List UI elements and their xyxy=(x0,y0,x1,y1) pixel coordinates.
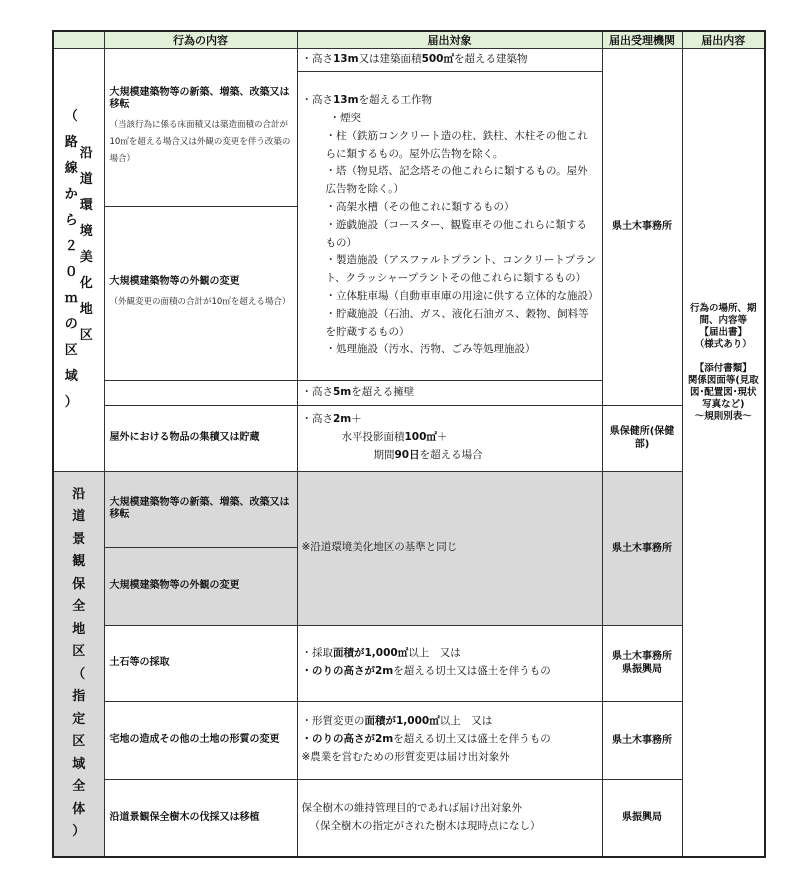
section2-label-left-char: 景 xyxy=(72,531,86,547)
section2-label-left-char: 域 xyxy=(72,756,86,772)
office2-land: 県土木事務所 xyxy=(602,701,682,779)
section1-label-right-char: 環 xyxy=(79,197,93,213)
notification-content-text xyxy=(686,303,762,423)
section2-label-left-char: 観 xyxy=(72,554,86,570)
section2-label-left-char: 区 xyxy=(72,734,86,750)
target-structure-item: ・柱（鉄筋コンクリート造の柱、鉄柱、木柱その他これらに類するもの。屋外広告物を除く。 xyxy=(325,129,588,160)
target-structure-item: ・煙突 xyxy=(329,111,361,124)
section2-label-left-char: 区 xyxy=(72,644,86,660)
section1-label-left-char: ら xyxy=(64,212,78,228)
section1-label-left-char: 域 xyxy=(64,368,78,384)
section2-label-left-char: 指 xyxy=(72,689,86,705)
target-structure-item: ・遊戯施設（コースター、観覧車その他これらに類するもの） xyxy=(325,218,588,249)
target-structure-items xyxy=(302,110,598,359)
action-building-new-note: （当該行為に係る床面積又は築造面積の合計が10㎡を超える場合又は外観の変更を伴う改築の場合） xyxy=(109,119,291,164)
action-building-exterior xyxy=(104,206,297,380)
target-building: ・高さ13m又は建築面積500㎡を超える建築物 xyxy=(297,49,602,72)
notification-content-line: 行為の場所、期間、内容等 xyxy=(689,302,757,326)
action2-soil-extraction: 土石等の採取 xyxy=(104,625,297,701)
section1-label-left-char: か xyxy=(64,186,78,202)
action-building-exterior-cont xyxy=(104,380,297,405)
header-target: 届出対象 xyxy=(297,31,602,49)
notification-content xyxy=(682,49,765,858)
section2-label-left-char: 全 xyxy=(72,779,86,795)
section1-label-right-char: 境 xyxy=(79,223,93,239)
target-structure xyxy=(297,71,602,380)
section2-label-left-char: 全 xyxy=(72,599,86,615)
target-structure-head: ・高さ13mを超える工作物 xyxy=(301,94,433,107)
section1-label-right-char: 美 xyxy=(79,249,93,265)
section2-label-left xyxy=(54,484,104,844)
action2-land-development: 宅地の造成その他の土地の形質の変更 xyxy=(104,701,297,779)
header-office: 届出受理機関 xyxy=(602,31,682,49)
section1-label-right-char: 地 xyxy=(79,301,93,317)
action-building-new xyxy=(104,49,297,207)
section2-label-left-char: 地 xyxy=(72,621,86,637)
action-outdoor-storage: 屋外における物品の集積又は貯蔵 xyxy=(104,405,297,471)
target-structure-item: ・製造施設（アスファルトプラント、コンクリートプラント、クラッシャープラントその他これらに類するもの） xyxy=(325,254,597,285)
header-row xyxy=(53,31,765,49)
section1-label-left-char: ０ xyxy=(64,264,78,280)
section1-label-right-char: 沿 xyxy=(79,145,93,161)
target-structure-item: ・高架水槽（その他これに類するもの） xyxy=(325,200,515,213)
section1-label-left-char: ２ xyxy=(64,238,78,254)
target2-same: ※沿道環境美化地区の基準と同じ xyxy=(297,471,602,625)
notification-content-line: （様式あり） xyxy=(694,338,752,350)
notification-content-line: 【届出書】 xyxy=(699,326,747,338)
target2-tree-felling: 保全樹木の維持管理目的であれば届け出対象外 （保全樹木の指定がされた樹木は現時点になし） xyxy=(297,779,602,857)
section1-label-left-char: ） xyxy=(64,394,78,410)
action2-tree-felling: 沿道景観保全樹木の伐採又は移植 xyxy=(104,779,297,857)
section2-label-left-char: ） xyxy=(72,824,86,840)
section1-label-right-char: 化 xyxy=(79,275,93,291)
notification-table xyxy=(52,30,766,858)
office-public-works-1: 県土木事務所 xyxy=(602,49,682,406)
notification-content-line xyxy=(686,351,762,363)
action-building-new-title: 大規模建築物等の新築、増築、改築又は移転 xyxy=(109,86,290,110)
section1-label-right-char: 道 xyxy=(79,171,93,187)
notification-content-line: 【添付書類】 xyxy=(694,362,752,374)
section2-label xyxy=(53,471,104,857)
section2-label-left-char: 体 xyxy=(72,801,86,817)
section2-label-left-char: 定 xyxy=(72,711,86,727)
section1-label-left-char: ｍ xyxy=(64,290,78,306)
section2-label-left-char: 道 xyxy=(72,509,86,525)
notification-content-line: ～規則別表～ xyxy=(694,410,752,422)
action-building-exterior-title: 大規模建築物等の外観の変更 xyxy=(109,275,240,287)
target2-soil-extraction: ・採取面積が1,000㎡以上 又は ・のりの高さが2mを超える切土又は盛土を伴うもの xyxy=(297,625,602,701)
target-structure-item: ・処理施設（汚水、汚物、ごみ等処理施設） xyxy=(325,343,536,356)
section1-label-left-char: 路 xyxy=(64,134,78,150)
office2-tree: 県振興局 xyxy=(602,779,682,857)
section2-label-left-char: （ xyxy=(72,666,86,682)
target-outdoor-storage: ・高さ2m＋ 水平投影面積100㎡＋ 期間90日を超える場合 xyxy=(297,405,602,471)
office-health: 県保健所(保健部) xyxy=(602,405,682,471)
target2-land-development: ・形質変更の面積が1,000㎡以上 又は ・のりの高さが2mを超える切土又は盛土を伴うもの ※農業を営むための形質変更は届け出対象外 xyxy=(297,701,602,779)
target-retaining-wall: ・高さ5mを超える擁壁 xyxy=(297,380,602,405)
header-blank xyxy=(53,31,104,49)
section2-label-left-char: 沿 xyxy=(72,486,86,502)
office2-soil: 県土木事務所 県振興局 xyxy=(602,625,682,701)
section1-label-right xyxy=(80,141,93,349)
header-content: 届出内容 xyxy=(682,31,765,49)
section2-label-left-char: 保 xyxy=(72,576,86,592)
target-structure-item: ・立体駐車場（自動車車庫の用途に供する立体的な施設） xyxy=(325,289,599,302)
office2-public-works: 県土木事務所 xyxy=(602,471,682,625)
section1-label xyxy=(53,49,104,472)
target-structure-item: ・貯蔵施設（石油、ガス、液化石油ガス、穀物、飼料等を貯蔵するもの） xyxy=(325,307,589,338)
notification-content-line: 関係図面等(見取図･配置図･現状写真など) xyxy=(687,374,759,410)
header-action: 行為の内容 xyxy=(104,31,297,49)
action-building-exterior-note: （外観変更の面積の合計が10㎡を超える場合） xyxy=(109,296,291,307)
action2-building-exterior: 大規模建築物等の外観の変更 xyxy=(104,547,297,625)
section1-label-left-char: の xyxy=(64,316,78,332)
section1-label-right-char: 区 xyxy=(79,327,93,343)
section1-label-left-char: 区 xyxy=(64,342,78,358)
section1-label-left-char: （ xyxy=(64,108,78,124)
section1-label-left xyxy=(65,104,78,416)
target-structure-item: ・塔（物見塔、記念塔その他これらに類するもの。屋外広告物を除く。） xyxy=(325,165,588,196)
action2-building-new: 大規模建築物等の新築、増築、改築又は移転 xyxy=(104,471,297,547)
section1-label-left-char: 線 xyxy=(64,160,78,176)
